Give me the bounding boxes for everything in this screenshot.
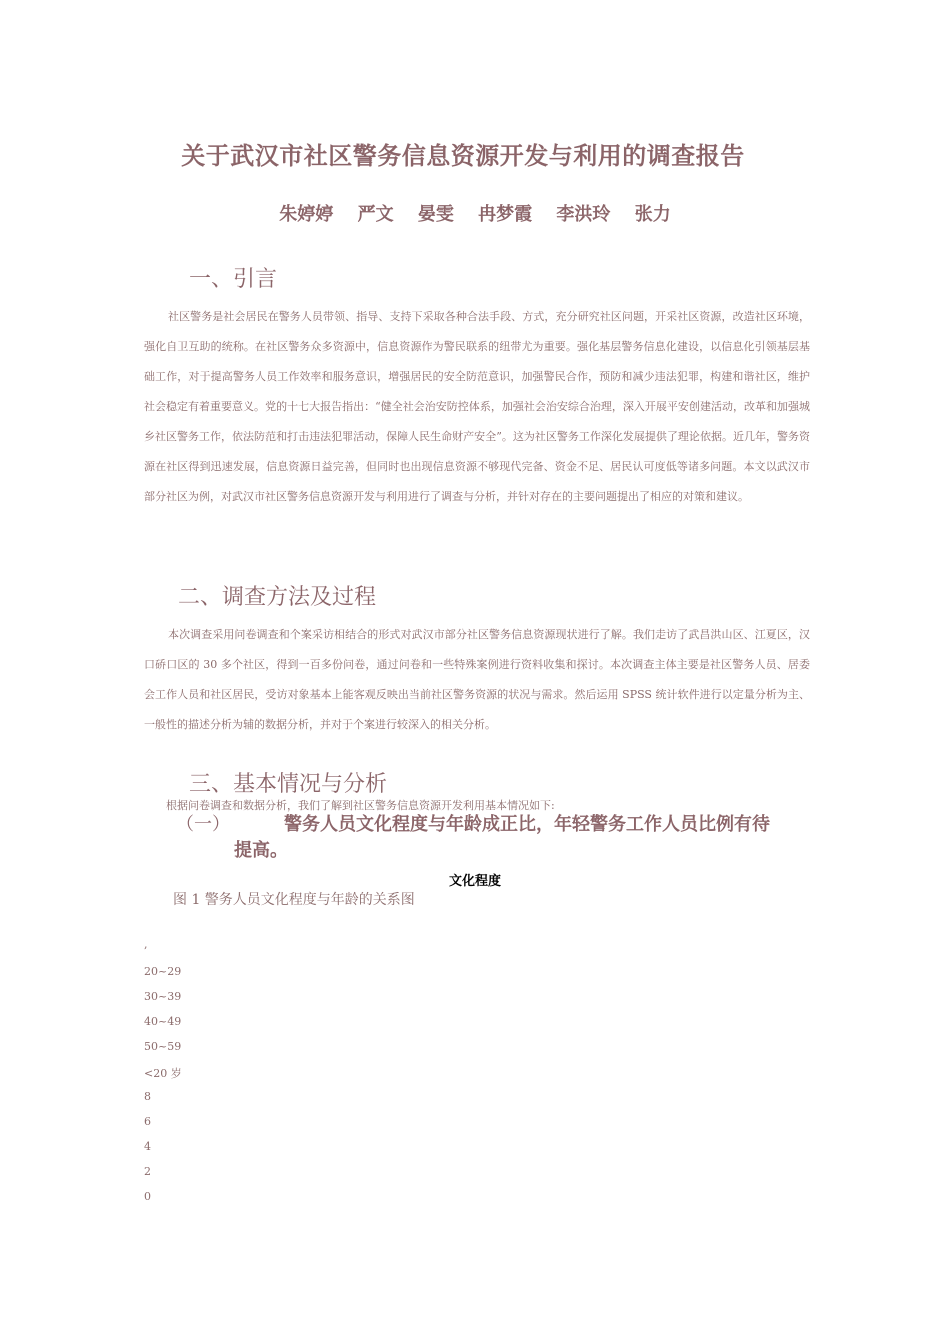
author-name: 晏雯 [417,204,454,225]
section-heading-method: 二、调查方法及过程 [178,585,377,610]
age-label: 20~29 [144,965,182,978]
y-tick-label: 4 [144,1140,151,1153]
section-paragraph-method: 本次调查采用问卷调查和个案采访相结合的形式对武汉市部分社区警务信息资源现状进行了解。我们走访了武昌洪山区、江夏区，汉口硚口区的 30 多个社区，得到一百多份问卷，通过问卷和一些特殊案例进行资料收集和探讨。本次调查主体主要是社区警务人员、居委会工作人员和社区居民，受访对象基本上能客观反映出当前社区警务资源的状况与需求。然后运用 SPSS 统计软件进行以定量分析为主、一般性的描述分析为辅的数据分析，并对于个案进行较深入的相关分析。 [144,628,810,731]
author-name: 严文 [357,204,394,225]
author-name: 张力 [634,204,671,225]
subsection-title-line2: 提高。 [234,840,288,861]
age-label: 50~59 [144,1040,182,1053]
chart-title: 文化程度 [448,874,501,889]
y-tick-label: 2 [144,1165,151,1178]
age-label: 30~39 [144,990,182,1003]
y-tick-label: 8 [144,1090,151,1103]
author-list [0,200,950,226]
subsection-number: （一） [176,814,230,835]
subsection-title-line1: 警务人员文化程度与年龄成正比，年轻警务工作人员比例有待 [284,814,770,835]
subsection-heading [176,812,816,864]
report-title: 关于武汉市社区警务信息资源开发与利用的调查报告 [181,142,745,170]
age-label: <20 岁 [144,1067,182,1080]
author-name: 冉梦霞 [478,204,533,225]
figure-caption: 图 1 警务人员文化程度与年龄的关系图 [173,892,415,908]
section-paragraph-intro: 社区警务是社会居民在警务人员带领、指导、支持下采取各种合法手段、方式，充分研究社区问题，开采社区资源，改造社区环境，强化自卫互助的统称。在社区警务众多资源中，信息资源作为警民联系的纽带尤为重要。强化基层警务信息化建设，以信息化引领基层基础工作，对于提高警务人员工作效率和服务意识，增强居民的安全防范意识，加强警民合作，预防和减少违法犯罪，构建和谐社区，维护社会稳定有着重要意义。党的十七大报告指出：“健全社会治安防控体系，加强社会治安综合治理，深入开展平安创建活动，改革和加强城乡社区警务工作，依法防范和打击违法犯罪活动，保障人民生命财产安全”。这为社区警务工作深化发展提供了理论依据。近几年，警务资源在社区得到迅速发展，信息资源日益完善，但同时也出现信息资源不够现代完备、资金不足、居民认可度低等诸多问题。本文以武汉市部分社区为例，对武汉市社区警务信息资源开发与利用进行了调查与分析，并针对存在的主要问题提出了相应的对策和建议。 [144,310,810,503]
author-name: 李洪玲 [556,204,611,225]
age-label: 40~49 [144,1015,182,1028]
section-heading-analysis: 三、基本情况与分析 [189,772,388,797]
y-tick-label: 0 [144,1190,151,1203]
section-intro-line: 根据问卷调查和数据分析，我们了解到社区警务信息资源开发利用基本情况如下: [166,799,555,812]
y-tick-label: 6 [144,1115,151,1128]
author-name: 朱婷婷 [279,204,334,225]
stray-mark: , [144,938,148,951]
section-heading-intro: 一、引言 [189,267,278,292]
